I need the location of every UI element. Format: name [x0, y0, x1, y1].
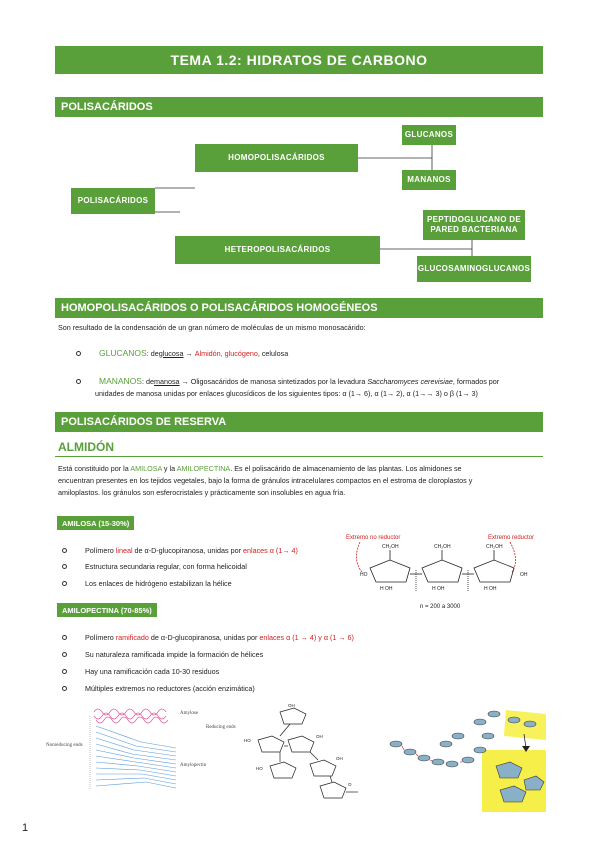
almidon-p-end: . Es el polisacárido de almacenamiento de las plantas. Los almidones se [230, 464, 462, 473]
homo-intro: Son resultado de la condensación de un gran número de moléculas de un mismo monosacárido: [58, 323, 366, 332]
bullet-icon [62, 686, 67, 691]
amilosa-tag: AMILOSA (15-30%) [57, 516, 134, 530]
3d-amylopectin-figure [376, 700, 546, 812]
amylopectin-schematic-figure [46, 702, 236, 794]
amilosa-bullet-2 [62, 562, 247, 571]
section-homopolisacaridos: HOMOPOLISACÁRIDOS O POLISACÁRIDOS HOMOGÉNEOS [55, 298, 543, 318]
svg-text:HO: HO [256, 766, 263, 771]
amilopectina-b2: Su naturaleza ramificada impide la formación de hélices [85, 650, 264, 659]
amilosa-b1-lineal: lineal [115, 546, 133, 555]
almidon-line3: amiloplastos. los gránulos son esferocristales y prácticamente son insolubles en agua fría. [58, 488, 346, 497]
fig-reducing-label: Reducing ends [206, 725, 236, 730]
svg-text:CH₂OH: CH₂OH [434, 544, 451, 550]
svg-text:HO: HO [244, 738, 251, 743]
almidon-rule [55, 456, 543, 457]
almidon-amilopectina: AMILOPECTINA [176, 464, 231, 473]
glucanos-tail: , celulosa [257, 348, 289, 358]
amilopectina-tag: AMILOPECTINA (70-85%) [57, 603, 157, 617]
glucanos-source: glucosa [158, 348, 184, 358]
amilopectina-b3: Hay una ramificación cada 10-30 residuos [85, 667, 220, 676]
almidon-p-y: y la [161, 464, 177, 473]
bullet-icon [62, 548, 67, 553]
almidon-line2: encuentran presentes en los tejidos vegetales, bajo la forma de gránulos intracelulares compactos en el estroma de cloroplastos y [58, 476, 473, 485]
amilopectina-b1-b: de α-D-glucopiranosa, unidas por [148, 633, 260, 642]
fig-amylose-label: Amylose [180, 711, 199, 716]
mananos-sep: : de [141, 376, 154, 386]
section-reserva: POLISACÁRIDOS DE RESERVA [55, 412, 543, 432]
amilopectina-b1-ramificado: ramificado [115, 633, 149, 642]
glucanos-arrow: → [183, 348, 195, 358]
amilosa-b1-a: Polímero [85, 546, 116, 555]
amilopectina-b1-a: Polímero [85, 633, 116, 642]
svg-text:HO: HO [360, 572, 368, 578]
almidon-paragraph [58, 463, 544, 475]
bullet-icon [76, 351, 81, 356]
svg-text:H OH: H OH [484, 586, 497, 592]
mananos-text2: , formados por [452, 376, 500, 386]
mananos-species: Saccharomyces cerevisiae [367, 376, 453, 386]
diagram-hetero-box: HETEROPOLISACÁRIDOS [175, 236, 380, 264]
mananos-text1: → Oligosacáridos de manosa sintetizados por la levadura [179, 376, 368, 386]
glucanos-label: GLUCANOS [99, 348, 147, 358]
amilosa-bullet-3 [62, 579, 232, 588]
diagram-root-box: POLISACÁRIDOS [71, 188, 155, 214]
mananos-label: MANANOS [99, 376, 142, 386]
amilopectina-bullet-4 [62, 684, 255, 693]
svg-text:CH₂OH: CH₂OH [486, 544, 503, 550]
bullet-icon [62, 669, 67, 674]
amilosa-b1-b: de α-D-glucopiranosa, unidas por [132, 546, 243, 555]
amylose-left-label: Extremo no reductor [346, 535, 401, 541]
page-number: 1 [22, 822, 29, 834]
amilosa-bullet-1 [62, 546, 298, 555]
svg-text:OH: OH [288, 703, 295, 708]
diagram-homo-box: HOMOPOLISACÁRIDOS [195, 144, 358, 172]
amilosa-b2: Estructura secundaria regular, con forma helicoidal [85, 562, 247, 571]
svg-text:H OH: H OH [380, 586, 393, 592]
svg-text:CH₂OH: CH₂OH [382, 544, 399, 550]
section-polisacaridos: POLISACÁRIDOS [55, 97, 543, 117]
bullet-icon [62, 635, 67, 640]
amylose-right-label: Extremo reductor [488, 535, 535, 541]
diagram-peptidoglucano-box: PEPTIDOGLUCANO DE PARED BACTERIANA [423, 210, 525, 240]
amilosa-b1-enlaces: enlaces α (1→ 4) [243, 546, 298, 555]
glucanos-sep: : de [146, 348, 159, 358]
svg-text:OH: OH [520, 572, 528, 578]
amilosa-b3: Los enlaces de hidrógeno estabilizan la hélice [85, 579, 232, 588]
glucanos-examples: Almidón, glucógeno [194, 348, 258, 358]
amilopectina-bullet-2 [62, 650, 263, 659]
mananos-item [76, 376, 499, 386]
mananos-source: manosa [153, 376, 180, 386]
almidon-p-start: Está constituido por la [58, 464, 131, 473]
svg-text:OH: OH [336, 756, 343, 761]
svg-text:H OH: H OH [432, 586, 445, 592]
amilopectina-b4: Múltiples extremos no reductores (acción enzimática) [85, 684, 255, 693]
diagram-glucanos-box: GLUCANOS [402, 125, 456, 145]
fig-nonreducing-label: Nonreducing ends [46, 743, 83, 748]
amylose-n-label: n = 200 a 3000 [420, 604, 461, 610]
glucanos-item [76, 348, 288, 358]
amilopectina-bullet-3 [62, 667, 219, 676]
diagram-mananos-box: MANANOS [402, 170, 456, 190]
mananos-line2: unidades de manosa unidas por enlaces glucosídicos de los siguientes tipos: α (1→ 6), α (1→ 2), α (1→→ 3) o β (1→ 3) [95, 389, 478, 398]
bullet-icon [62, 581, 67, 586]
bullet-icon [62, 652, 67, 657]
svg-text:O: O [348, 782, 352, 787]
diagram-glucosaminoglucanos-box: GLUCOSAMINOGLUCANOS [417, 256, 531, 282]
amilopectina-b1-enlaces: enlaces α (1 → 4) y α (1 → 6) [259, 633, 354, 642]
svg-text:OH: OH [316, 734, 323, 739]
bullet-icon [62, 564, 67, 569]
amilopectina-bullet-1 [62, 633, 354, 642]
amylose-structure-figure [340, 530, 545, 612]
bullet-icon [76, 379, 81, 384]
page-title: TEMA 1.2: HIDRATOS DE CARBONO [55, 46, 543, 74]
branched-structure-figure [240, 702, 370, 802]
fig-amylopectin-label: Amylopectin [180, 763, 207, 768]
almidon-heading: ALMIDÓN [58, 440, 114, 454]
almidon-amilosa: AMILOSA [130, 464, 162, 473]
